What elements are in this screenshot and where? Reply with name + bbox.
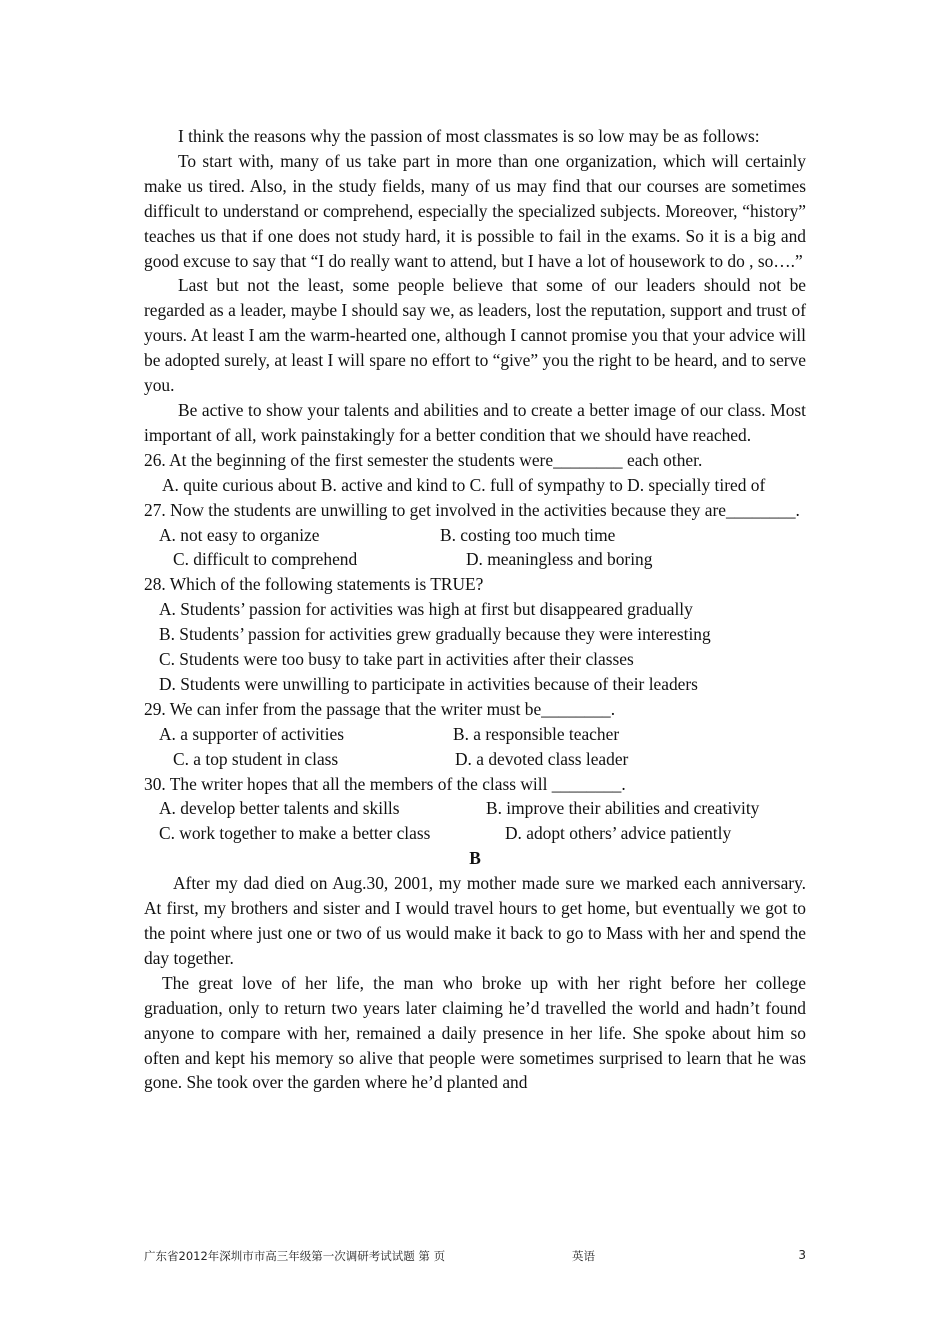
option: D. Students were unwilling to participate in activities because of their leaders (159, 673, 698, 694)
question-30-stem: 30. The writer hopes that all the members of the class will ________. (144, 773, 626, 794)
option: C. a top student in class (173, 748, 339, 769)
option: C. Students were too busy to take part in activities after their classes (159, 649, 634, 670)
page-number: 3 (798, 1248, 806, 1262)
option: C. difficult to comprehend (173, 549, 358, 570)
option: A. a supporter of activities (159, 723, 344, 744)
passage-b-paragraph: The great love of her life, the man who broke up with her right before her college graduation, only to return two years later claiming he’d travelled the world and hadn’t found anyone to compare with her, remained a daily presence in her life. She spoke about him so often and kept his memory so alive that people were sometimes surprised to learn that he was gone. She took over the garden where he’d planted and (144, 972, 806, 1093)
option: A. develop better talents and skills (159, 798, 400, 819)
question-27-stem: 27. Now the students are unwilling to get involved in the activities because they are________. (144, 499, 800, 520)
question-29-stem: 29. We can infer from the passage that the writer must be________. (144, 698, 616, 719)
passage-a-paragraph: Last but not the least, some people believe that some of our leaders should not be regarded as a leader, maybe I should say we, as leaders, lost the reputation, support and trust of yours. At least I am the warm-hearted one, although I cannot promise you that your advice will be adopted surely, at least I will spare no effort to “give” you the right to be heard, and to serve you. (144, 275, 806, 396)
option: A. Students’ passion for activities was high at first but disappeared gradually (159, 599, 693, 620)
passage-a-paragraph: Be active to show your talents and abilities and to create a better image of our class. Most important of all, work painstakingly for a better condition that we should have reached. (144, 399, 806, 445)
footer-subject: 英语 (572, 1249, 595, 1263)
passage-a-paragraph: I think the reasons why the passion of most classmates is so low may be as follows: (178, 126, 760, 146)
question-26-options: A. quite curious about B. active and kind to C. full of sympathy to D. specially tired of (162, 474, 766, 495)
question-30-options-row2 (144, 821, 806, 846)
question-29-options-row1 (144, 722, 806, 747)
option: D. a devoted class leader (455, 748, 629, 769)
question-26-stem: 26. At the beginning of the first semester the students were________ each other. (144, 449, 703, 470)
option: D. adopt others’ advice patiently (505, 823, 732, 844)
option: B. Students’ passion for activities grew gradually because they were interesting (159, 624, 711, 645)
option: B. a responsible teacher (453, 723, 620, 744)
footer-exam-title: 广东省2012年深圳市市高三年级第一次调研考试试题 第 页 (144, 1249, 446, 1263)
page-content (144, 124, 806, 1095)
question-27-options-row2 (144, 547, 806, 572)
option: A. not easy to organize (159, 524, 320, 545)
page-footer (144, 1248, 806, 1266)
question-30-options-row1 (144, 796, 806, 821)
question-29-options-row2 (144, 747, 806, 772)
passage-b-paragraph: After my dad died on Aug.30, 2001, my mother made sure we marked each anniversary. At first, my brothers and sister and I would travel hours to get home, but eventually we got to the point where just one or two of us would make it back to go to Mass with her and spend the day together. (144, 873, 806, 968)
question-28-stem: 28. Which of the following statements is TRUE? (144, 574, 484, 595)
option: B. costing too much time (440, 524, 616, 545)
option: B. improve their abilities and creativity (486, 798, 760, 819)
passage-b-heading: B (469, 848, 481, 869)
option: C. work together to make a better class (159, 823, 431, 844)
option: D. meaningless and boring (466, 549, 653, 570)
question-27-options-row1 (144, 523, 806, 548)
passage-a-paragraph: To start with, many of us take part in more than one organization, which will certainly make us tired. Also, in the study fields, many of us may find that our courses are sometimes difficult to understand or comprehend, especially the specialized subjects. Moreover, “history” teaches us that if one does not study hard, it is possible to fail in the exams. So it is a big and good excuse to say that “I do really want to attend, but I have a lot of housework to do , so….” (144, 150, 806, 271)
